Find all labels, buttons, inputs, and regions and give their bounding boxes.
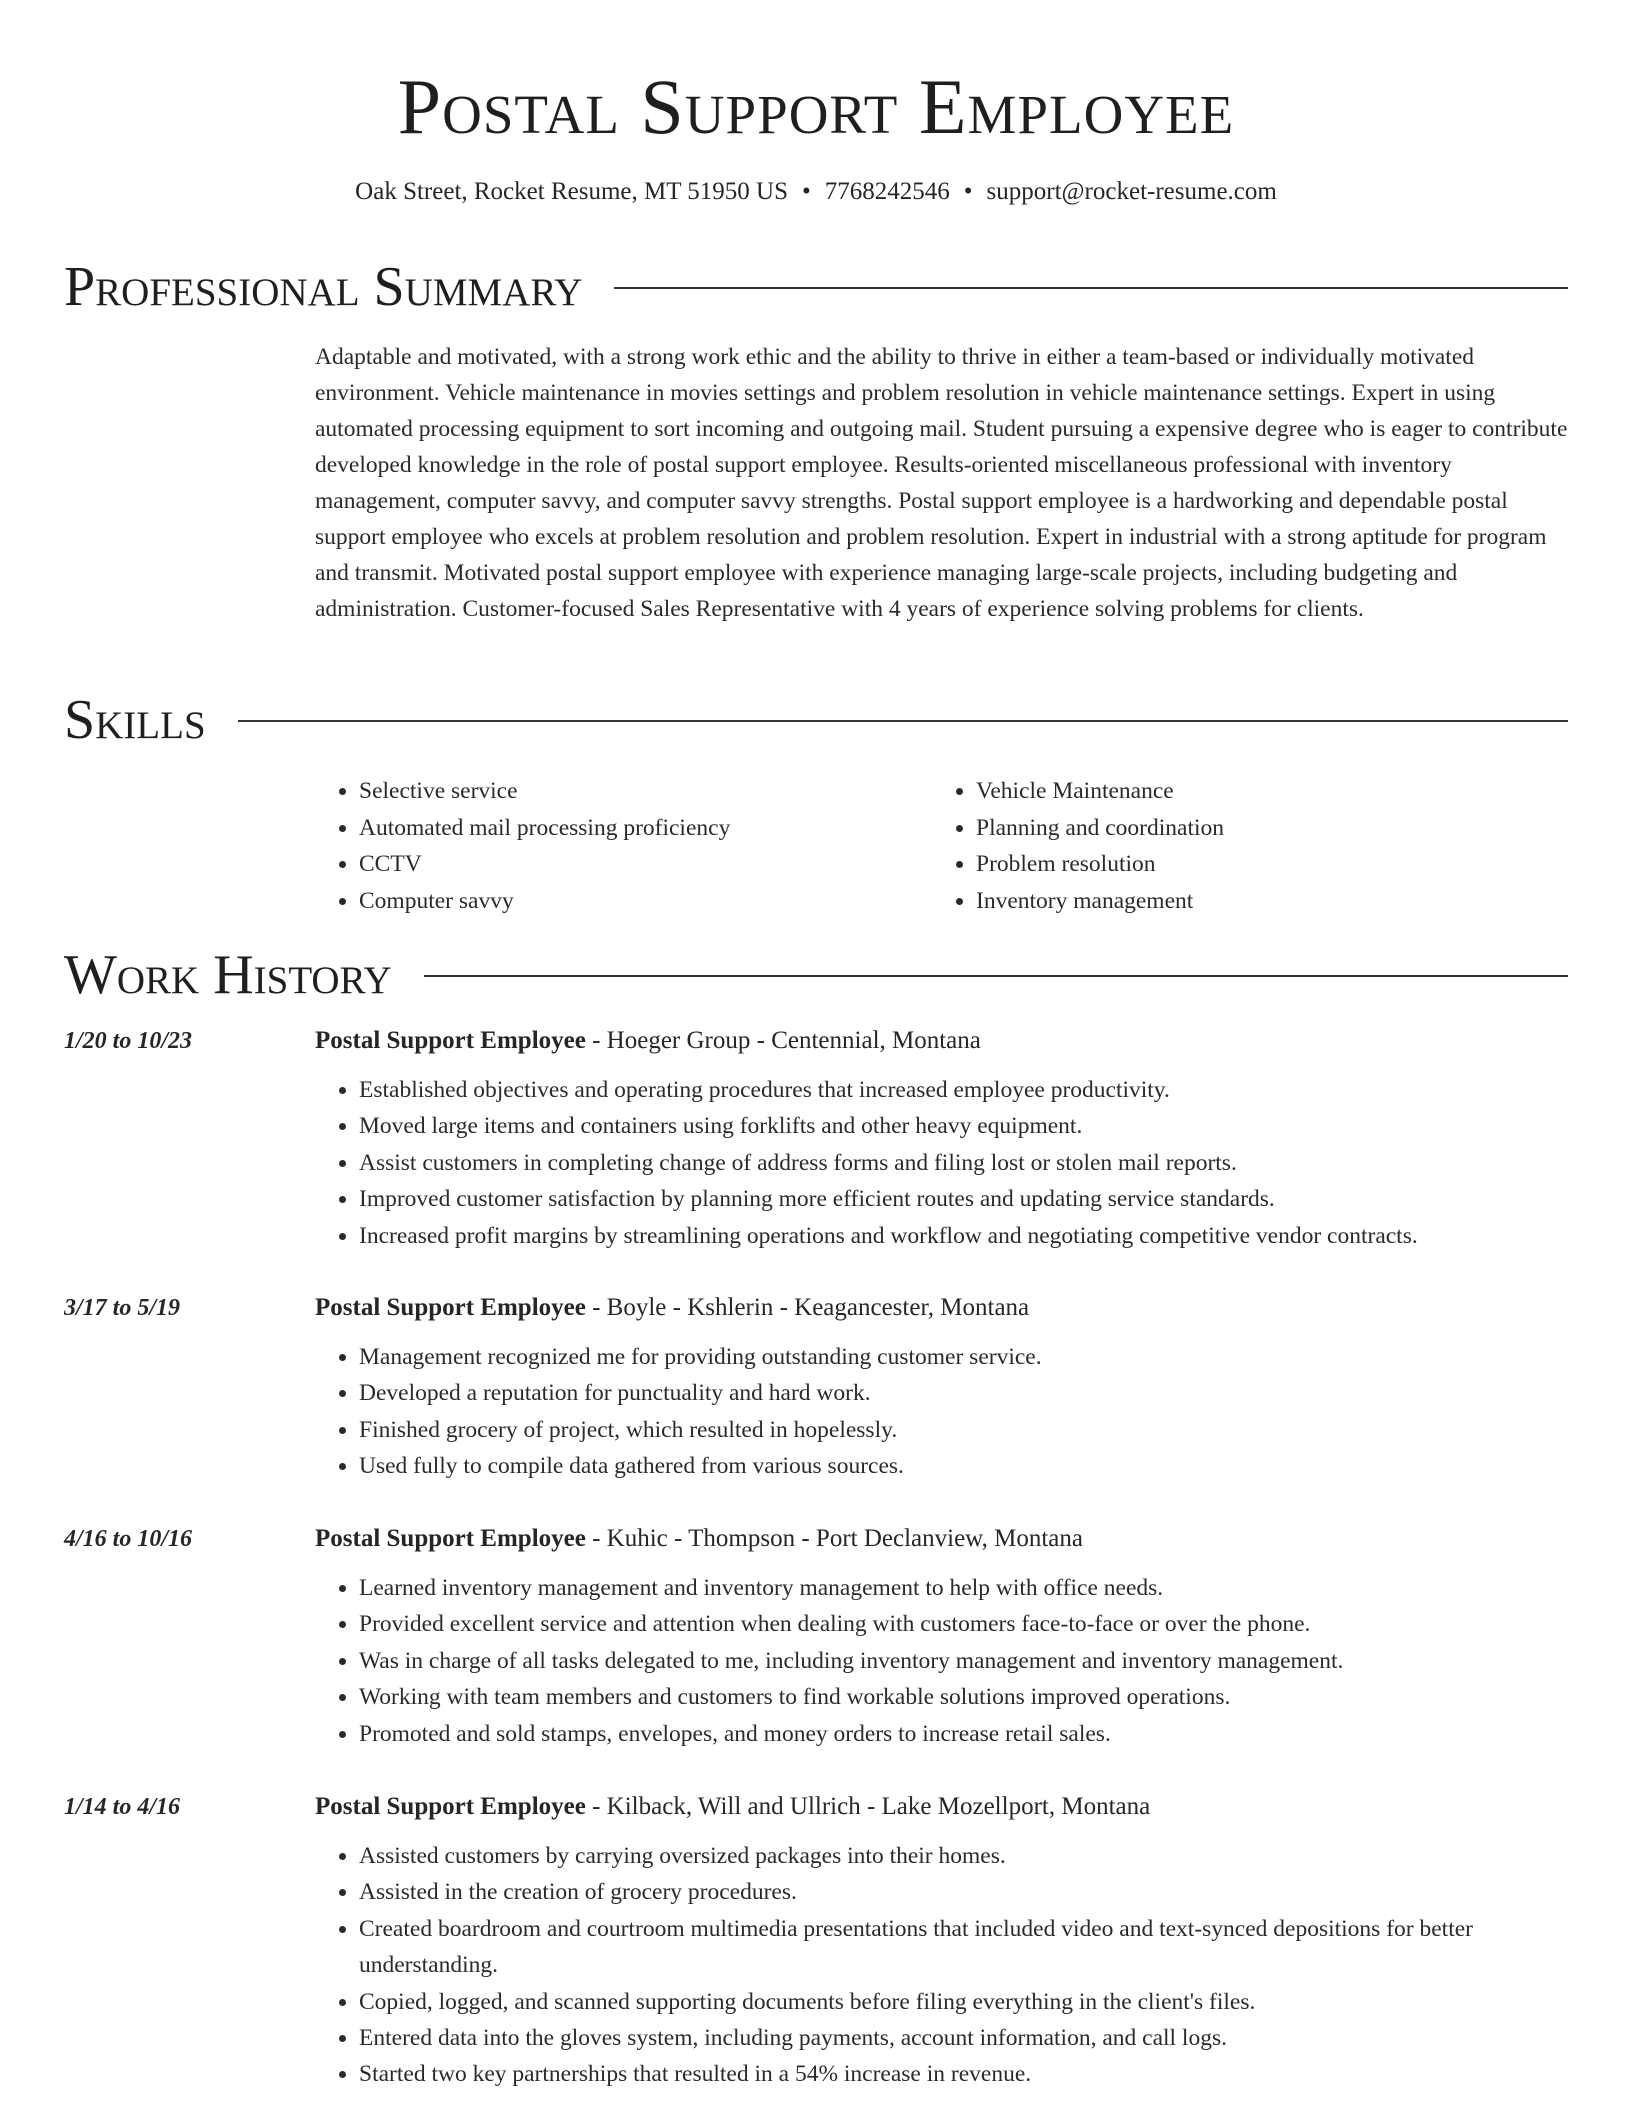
skill-item: • Inventory management: [976, 883, 1549, 920]
skill-item: • Selective service: [359, 773, 932, 810]
skills-section-header: [64, 688, 1568, 752]
section-divider: [238, 720, 1568, 722]
skill-item: • Automated mail processing proficiency: [359, 810, 932, 847]
job-title: Postal Support Employee: [315, 1027, 586, 1054]
work-bullet: • Started two key partnerships that resulted in a 54% increase in revenue.: [359, 2056, 1570, 2092]
summary-text: Adaptable and motivated, with a strong work ethic and the ability to thrive in either a team-based or individually motivated environment. Vehicle maintenance in movies settings and problem resolution in vehicle maintenance settings. Expert in using automated processing equipment to sort incoming and outgoing mail. Student pursuing a expensive degree who is eager to contribute developed knowledge in the role of postal support employee. Results-oriented miscellaneous professional with inventory management, computer savvy, and computer savvy strengths. Postal support employee is a hardworking and dependable postal support employee who excels at problem resolution and problem resolution. Expert in industrial with a strong aptitude for program and transmit. Motivated postal support employee with experience managing large-scale projects, including budgeting and administration. Customer-focused Sales Representative with 4 years of experience solving problems for clients.: [315, 344, 1568, 622]
work-dates: 3/17 to 5/19: [64, 1295, 181, 1321]
work-bullet: • Learned inventory management and inventory management to help with office needs.: [359, 1570, 1570, 1606]
work-bullets: [315, 1072, 1570, 1254]
contact-line: [0, 175, 1632, 209]
employer-location: - Kuhic - Thompson - Port Declanview, Montana: [585, 1525, 1083, 1552]
summary-section-header: [64, 255, 1568, 319]
work-bullet: • Assisted customers by carrying oversized packages into their homes.: [359, 1838, 1570, 1874]
section-divider: [614, 287, 1568, 289]
work-bullet: • Created boardroom and courtroom multimedia presentations that included video and text-synced depositions for better understanding.: [359, 1911, 1570, 1984]
work-bullets: [315, 1339, 1570, 1485]
work-bullet: • Entered data into the gloves system, including payments, account information, and call logs.: [359, 2020, 1570, 2056]
work-dates: 1/20 to 10/23: [64, 1028, 193, 1054]
work-bullet: • Finished grocery of project, which resulted in hopelessly.: [359, 1412, 1570, 1448]
employer-location: - Boyle - Kshlerin - Keagancester, Montana: [585, 1294, 1030, 1321]
work-bullets: [315, 1570, 1570, 1752]
job-title: Postal Support Employee: [315, 1793, 586, 1820]
candidate-name: Postal Support Employee: [397, 63, 1235, 150]
work-bullet: • Used fully to compile data gathered from various sources.: [359, 1448, 1570, 1484]
contact-email: support@rocket-resume.com: [986, 178, 1277, 205]
work-bullet: • Increased profit margins by streamlining operations and workflow and negotiating competitive vendor contracts.: [359, 1218, 1570, 1254]
contact-address: Oak Street, Rocket Resume, MT 51950 US: [355, 178, 788, 205]
employer-location: - Kilback, Will and Ullrich - Lake Mozellport, Montana: [585, 1793, 1151, 1820]
contact-separator: •: [963, 178, 973, 205]
work-title-line: [315, 1291, 1029, 1325]
work-title-line: [315, 1790, 1150, 1824]
work-dates: 4/16 to 10/16: [64, 1526, 193, 1552]
contact-separator: •: [802, 178, 811, 205]
skills-column-left: [315, 773, 932, 919]
work-bullet: • Provided excellent service and attention when dealing with customers face-to-face or over the phone.: [359, 1606, 1570, 1642]
work-bullet: • Assisted in the creation of grocery procedures.: [359, 1874, 1570, 1910]
work-section-title: Work History: [64, 944, 392, 1006]
work-title-line: [315, 1024, 981, 1058]
job-title: Postal Support Employee: [315, 1294, 586, 1321]
work-bullet: • Established objectives and operating procedures that increased employee productivity.: [359, 1072, 1570, 1108]
skills-section-title: Skills: [64, 689, 206, 751]
skill-item: • Computer savvy: [359, 883, 932, 920]
work-bullets: [315, 1838, 1570, 2093]
work-bullet: • Was in charge of all tasks delegated to me, including inventory management and inventory management.: [359, 1643, 1570, 1679]
work-bullet: • Working with team members and customers to find workable solutions improved operations.: [359, 1679, 1570, 1715]
skill-item: • Problem resolution: [976, 846, 1549, 883]
work-bullet: • Improved customer satisfaction by planning more efficient routes and updating service standards.: [359, 1181, 1570, 1217]
summary-section-title: Professional Summary: [64, 256, 583, 318]
skills-column-right: [932, 773, 1549, 919]
section-divider: [424, 975, 1568, 977]
work-bullet: • Developed a reputation for punctuality and hard work.: [359, 1375, 1570, 1411]
skill-item: • CCTV: [359, 846, 932, 883]
work-bullet: • Assist customers in completing change of address forms and filing lost or stolen mail reports.: [359, 1145, 1570, 1181]
work-bullet: • Promoted and sold stamps, envelopes, and money orders to increase retail sales.: [359, 1716, 1570, 1752]
work-bullet: • Copied, logged, and scanned supporting documents before filing everything in the client's files.: [359, 1984, 1570, 2020]
work-bullet: • Moved large items and containers using forklifts and other heavy equipment.: [359, 1108, 1570, 1144]
skills-list: [315, 773, 1570, 919]
work-title-line: [315, 1522, 1083, 1556]
work-bullet: • Management recognized me for providing outstanding customer service.: [359, 1339, 1570, 1375]
work-dates: 1/14 to 4/16: [64, 1794, 181, 1820]
skill-item: • Planning and coordination: [976, 810, 1549, 847]
skill-item: • Vehicle Maintenance: [976, 773, 1549, 810]
job-title: Postal Support Employee: [315, 1525, 586, 1552]
employer-location: - Hoeger Group - Centennial, Montana: [585, 1027, 981, 1054]
contact-phone: 7768242546: [824, 178, 950, 205]
work-section-header: [64, 943, 1568, 1007]
